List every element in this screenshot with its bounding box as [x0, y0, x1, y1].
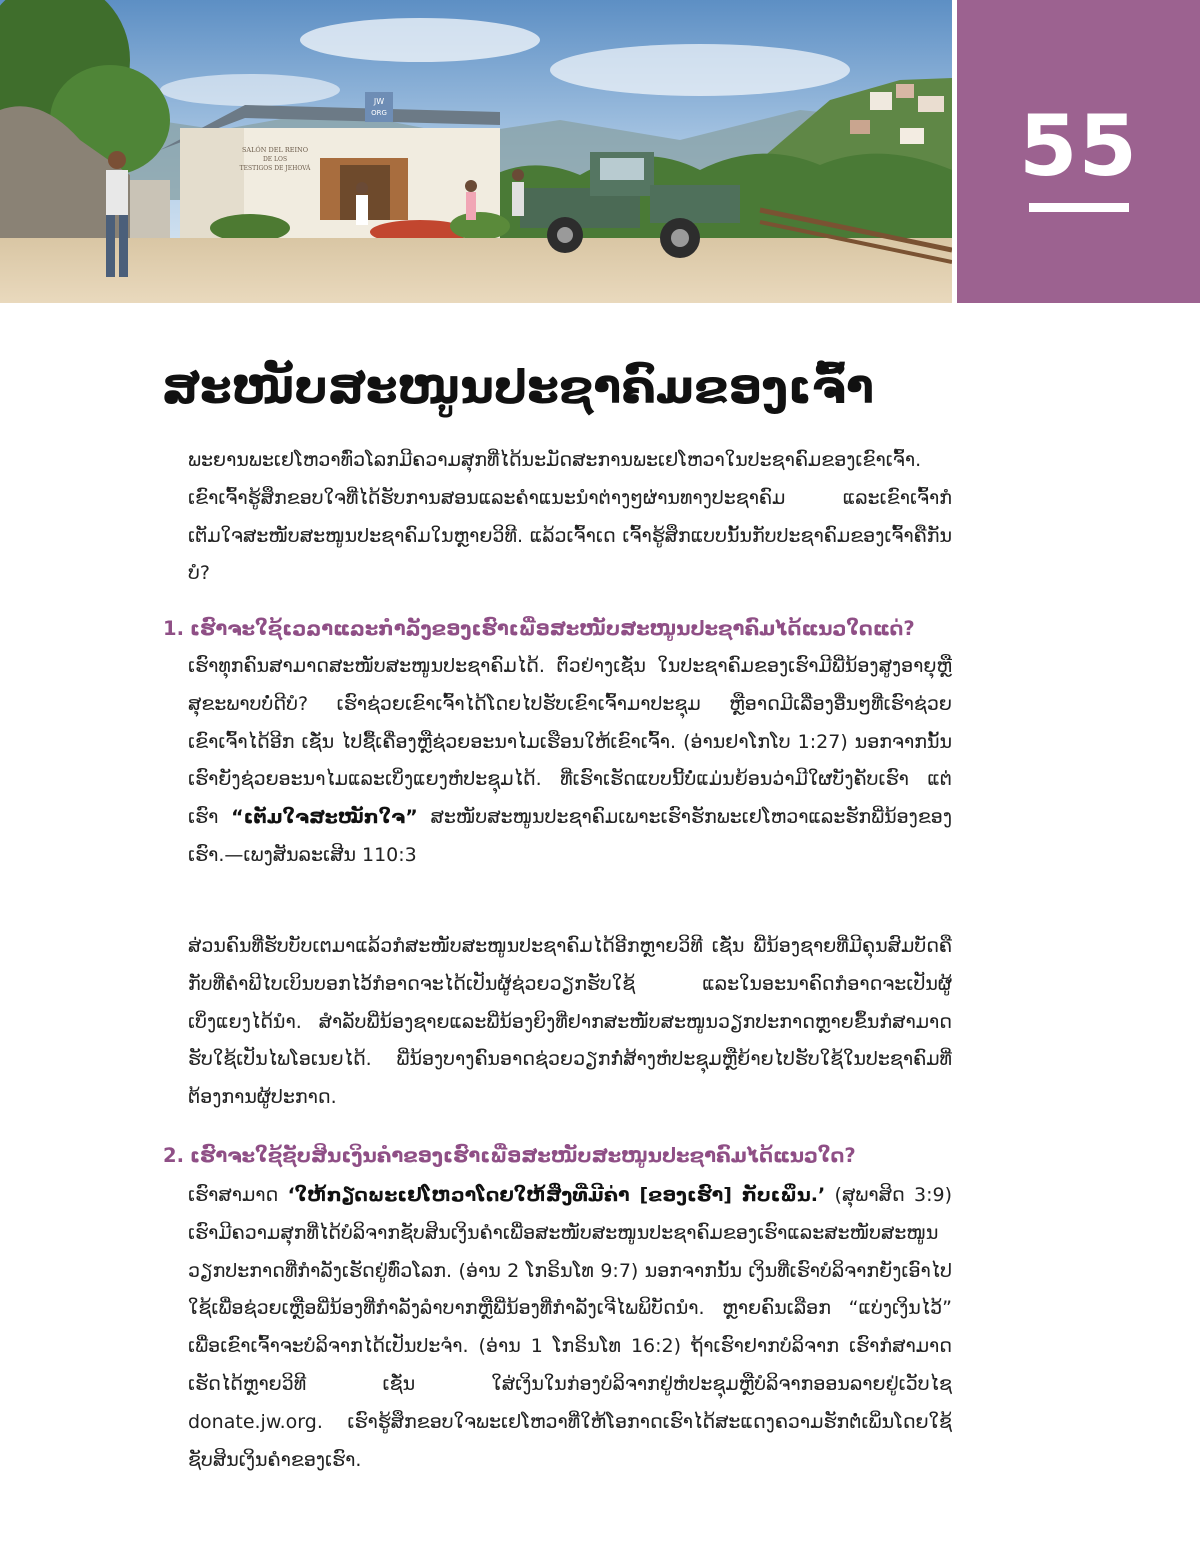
kingdom-hall-photo: [0, 0, 952, 303]
building-sign-line-1: SALÓN DEL REINO: [241, 146, 309, 154]
section-1-question: ເຮົາຈະໃຊ້ເວລາແລະກຳລັງຂອງເຮົາເພື່ອສະໜັບສະໜູນປະຊາຄົມໄດ້ແນວໃດແດ່?: [189, 617, 915, 640]
logo-line-2: ORG: [371, 109, 387, 117]
logo-line-1: JW: [373, 97, 385, 106]
lesson-number-tab: [957, 0, 1200, 303]
section-2-p1-text-a: ເຮົາສາມາດ: [188, 1184, 288, 1206]
section-2-p1-emphasis: ‘ໃຫ້ກຽດພະເຢໂຫວາໂດຍໃຫ້ສິ່ງທີ່ມີຄ່າ [ຂອງເຮົາ] ກັບເພິ່ນ.’: [287, 1184, 826, 1206]
section-1-p1-emphasis: “ເຕັມໃຈສະໝັກໃຈ”: [231, 806, 418, 829]
section-1-paragraph-1: [188, 648, 952, 875]
section-2-paragraph-1: [188, 1177, 952, 1479]
section-1-number: 1.: [163, 617, 184, 640]
section-2-question: ເຮົາຈະໃຊ້ຊັບສິນເງິນຄຳຂອງເຮົາເພື່ອສະໜັບສະໜູນປະຊາຄົມໄດ້ແນວໃດ?: [189, 1144, 856, 1167]
section-1-p1-text-a: ເຮົາທຸກຄົນສາມາດສະໜັບສະໜູນປະຊາຄົມໄດ້. ຕົວຢ່າງເຊັ່ນ ໃນປະຊາຄົມຂອງເຮົາມີພີ່ນ້ອງສູງອາຍຸຫຼືສຸຂະພາບບໍ່ດີບໍ? ເຮົາຊ່ວຍເຂົາເຈົ້າໄດ້ໂດຍໄປຮັບເຂົາເຈົ້າມາປະຊຸມ ຫຼືອາດມີເລື່ອງອື່ນໆທີ່ເຮົາຊ່ວຍເຂົາເຈົ້າໄດ້ອີກ ເຊັ່ນ ໄປຊື້ເຄື່ອງຫຼືຊ່ວຍອະນາໄມເຮືອນໃຫ້ເຂົາເຈົ້າ. (ອ່ານຢາໂກໂບ 1:27) ນອກຈາກນັ້ນ ເຮົາຍັງຊ່ວຍອະນາໄມແລະເບິ່ງແຍງຫໍປະຊຸມໄດ້. ທີ່ເຮົາເຮັດແບບນີ້ບໍ່ແມ່ນຍ້ອນວ່າມີໃຜບັງຄັບເຮົາ ແຕ່ເຮົາ: [188, 655, 952, 829]
section-2-number: 2.: [163, 1144, 184, 1167]
intro-paragraph: ພະຍານພະເຢໂຫວາທົ່ວໂລກມີຄວາມສຸກທີ່ໄດ້ນະມັດສະການພະເຢໂຫວາໃນປະຊາຄົມຂອງເຂົາເຈົ້າ. ເຂົາເຈົ້າຮູ້ສຶກຂອບໃຈທີ່ໄດ້ຮັບການສອນແລະຄຳແນະນຳຕ່າງໆຜ່ານທາງປະຊາຄົມ ແລະເຂົາເຈົ້າກໍເຕັມໃຈສະໜັບສະໜູນປະຊາຄົມໃນຫຼາຍວິທີ. ແລ້ວເຈົ້າເດ ເຈົ້າຮູ້ສຶກແບບນັ້ນກັບປະຊາຄົມຂອງເຈົ້າຄືກັນບໍ?: [188, 449, 952, 585]
section-1-p1-text-b: ສະໜັບສະໜູນປະຊາຄົມເພາະເຮົາຮັກພະເຢໂຫວາແລະຮັກພີ່ນ້ອງຂອງເຮົາ.—ເພງສັນລະເສີນ 110:3: [188, 806, 952, 866]
page-title: ສະໜັບສະໜູນປະຊາຄົມຂອງເຈົ້າ: [162, 360, 874, 414]
lesson-number: 55: [1019, 97, 1138, 195]
section-1-heading: [163, 613, 963, 645]
hero-image: [0, 0, 952, 303]
building-sign-line-3: TESTIGOS DE JEHOVÁ: [239, 165, 311, 172]
section-2-heading: [163, 1140, 963, 1172]
section-1-paragraph-2: ສ່ວນຄົນທີ່ຮັບບັບເຕມາແລ້ວກໍສະໜັບສະໜູນປະຊາຄົມໄດ້ອີກຫຼາຍວິທີ ເຊັ່ນ ພີ່ນ້ອງຊາຍທີ່ມີຄຸນສົມບັດຄືກັບທີ່ຄຳພີໄບເບິນບອກໄວ້ກໍອາດຈະໄດ້ເປັນຜູ້ຊ່ວຍວຽກຮັບໃຊ້ ແລະໃນອະນາຄົດກໍອາດຈະເປັນຜູ້ເບິ່ງແຍງໄດ້ນຳ. ສຳລັບພີ່ນ້ອງຊາຍແລະພີ່ນ້ອງຍິງທີ່ຢາກສະໜັບສະໜູນວຽກປະກາດຫຼາຍຂຶ້ນກໍສາມາດຮັບໃຊ້ເປັນໄພໂອເນຍໄດ້. ພີ່ນ້ອງບາງຄົນອາດຊ່ວຍວຽກກໍ່ສ້າງຫໍປະຊຸມຫຼືຍ້າຍໄປຮັບໃຊ້ໃນປະຊາຄົມທີ່ຕ້ອງການຜູ້ປະກາດ.: [188, 935, 952, 1109]
building-sign-line-2: DE LOS: [262, 156, 288, 163]
lesson-number-underline: [1029, 203, 1129, 212]
section-2-p1-text-b: (ສຸພາສິດ 3:9) ເຮົາມີຄວາມສຸກທີ່ໄດ້ບໍລິຈາກຊັບສິນເງິນຄຳເພື່ອສະໜັບສະໜູນປະຊາຄົມຂອງເຮົາແລະສະໜັບສະໜູນວຽກປະກາດທີ່ກຳລັງເຮັດຢູ່ທົ່ວໂລກ. (ອ່ານ 2 ໂກຣິນໂທ 9:7) ນອກຈາກນັ້ນ ເງິນທີ່ເຮົາບໍລິຈາກຍັງເອົາໄປໃຊ້ເພື່ອຊ່ວຍເຫຼືອພີ່ນ້ອງທີ່ກຳລັງລຳບາກຫຼືພີ່ນ້ອງທີ່ກຳລັງເຈີໄພພິບັດນຳ. ຫຼາຍຄົນເລືອກ “ແບ່ງເງິນໄວ້” ເພື່ອເຂົາເຈົ້າຈະບໍລິຈາກໄດ້ເປັນປະຈຳ. (ອ່ານ 1 ໂກຣິນໂທ 16:2) ຖ້າເຮົາຢາກບໍລິຈາກ ເຮົາກໍສາມາດເຮັດໄດ້ຫຼາຍວິທີ ເຊັ່ນ ໃສ່ເງິນໃນກ່ອງບໍລິຈາກຢູ່ຫໍປະຊຸມຫຼືບໍລິຈາກອອນລາຍຢູ່ເວັບໄຊ donate.jw.org. ເຮົາຮູ້ສຶກຂອບໃຈພະເຢໂຫວາທີ່ໃຫ້ໂອກາດເຮົາໄດ້ສະແດງຄວາມຮັກຕໍ່ເພິ່ນໂດຍໃຊ້ຊັບສິນເງິນຄຳຂອງເຮົາ.: [188, 1184, 952, 1471]
